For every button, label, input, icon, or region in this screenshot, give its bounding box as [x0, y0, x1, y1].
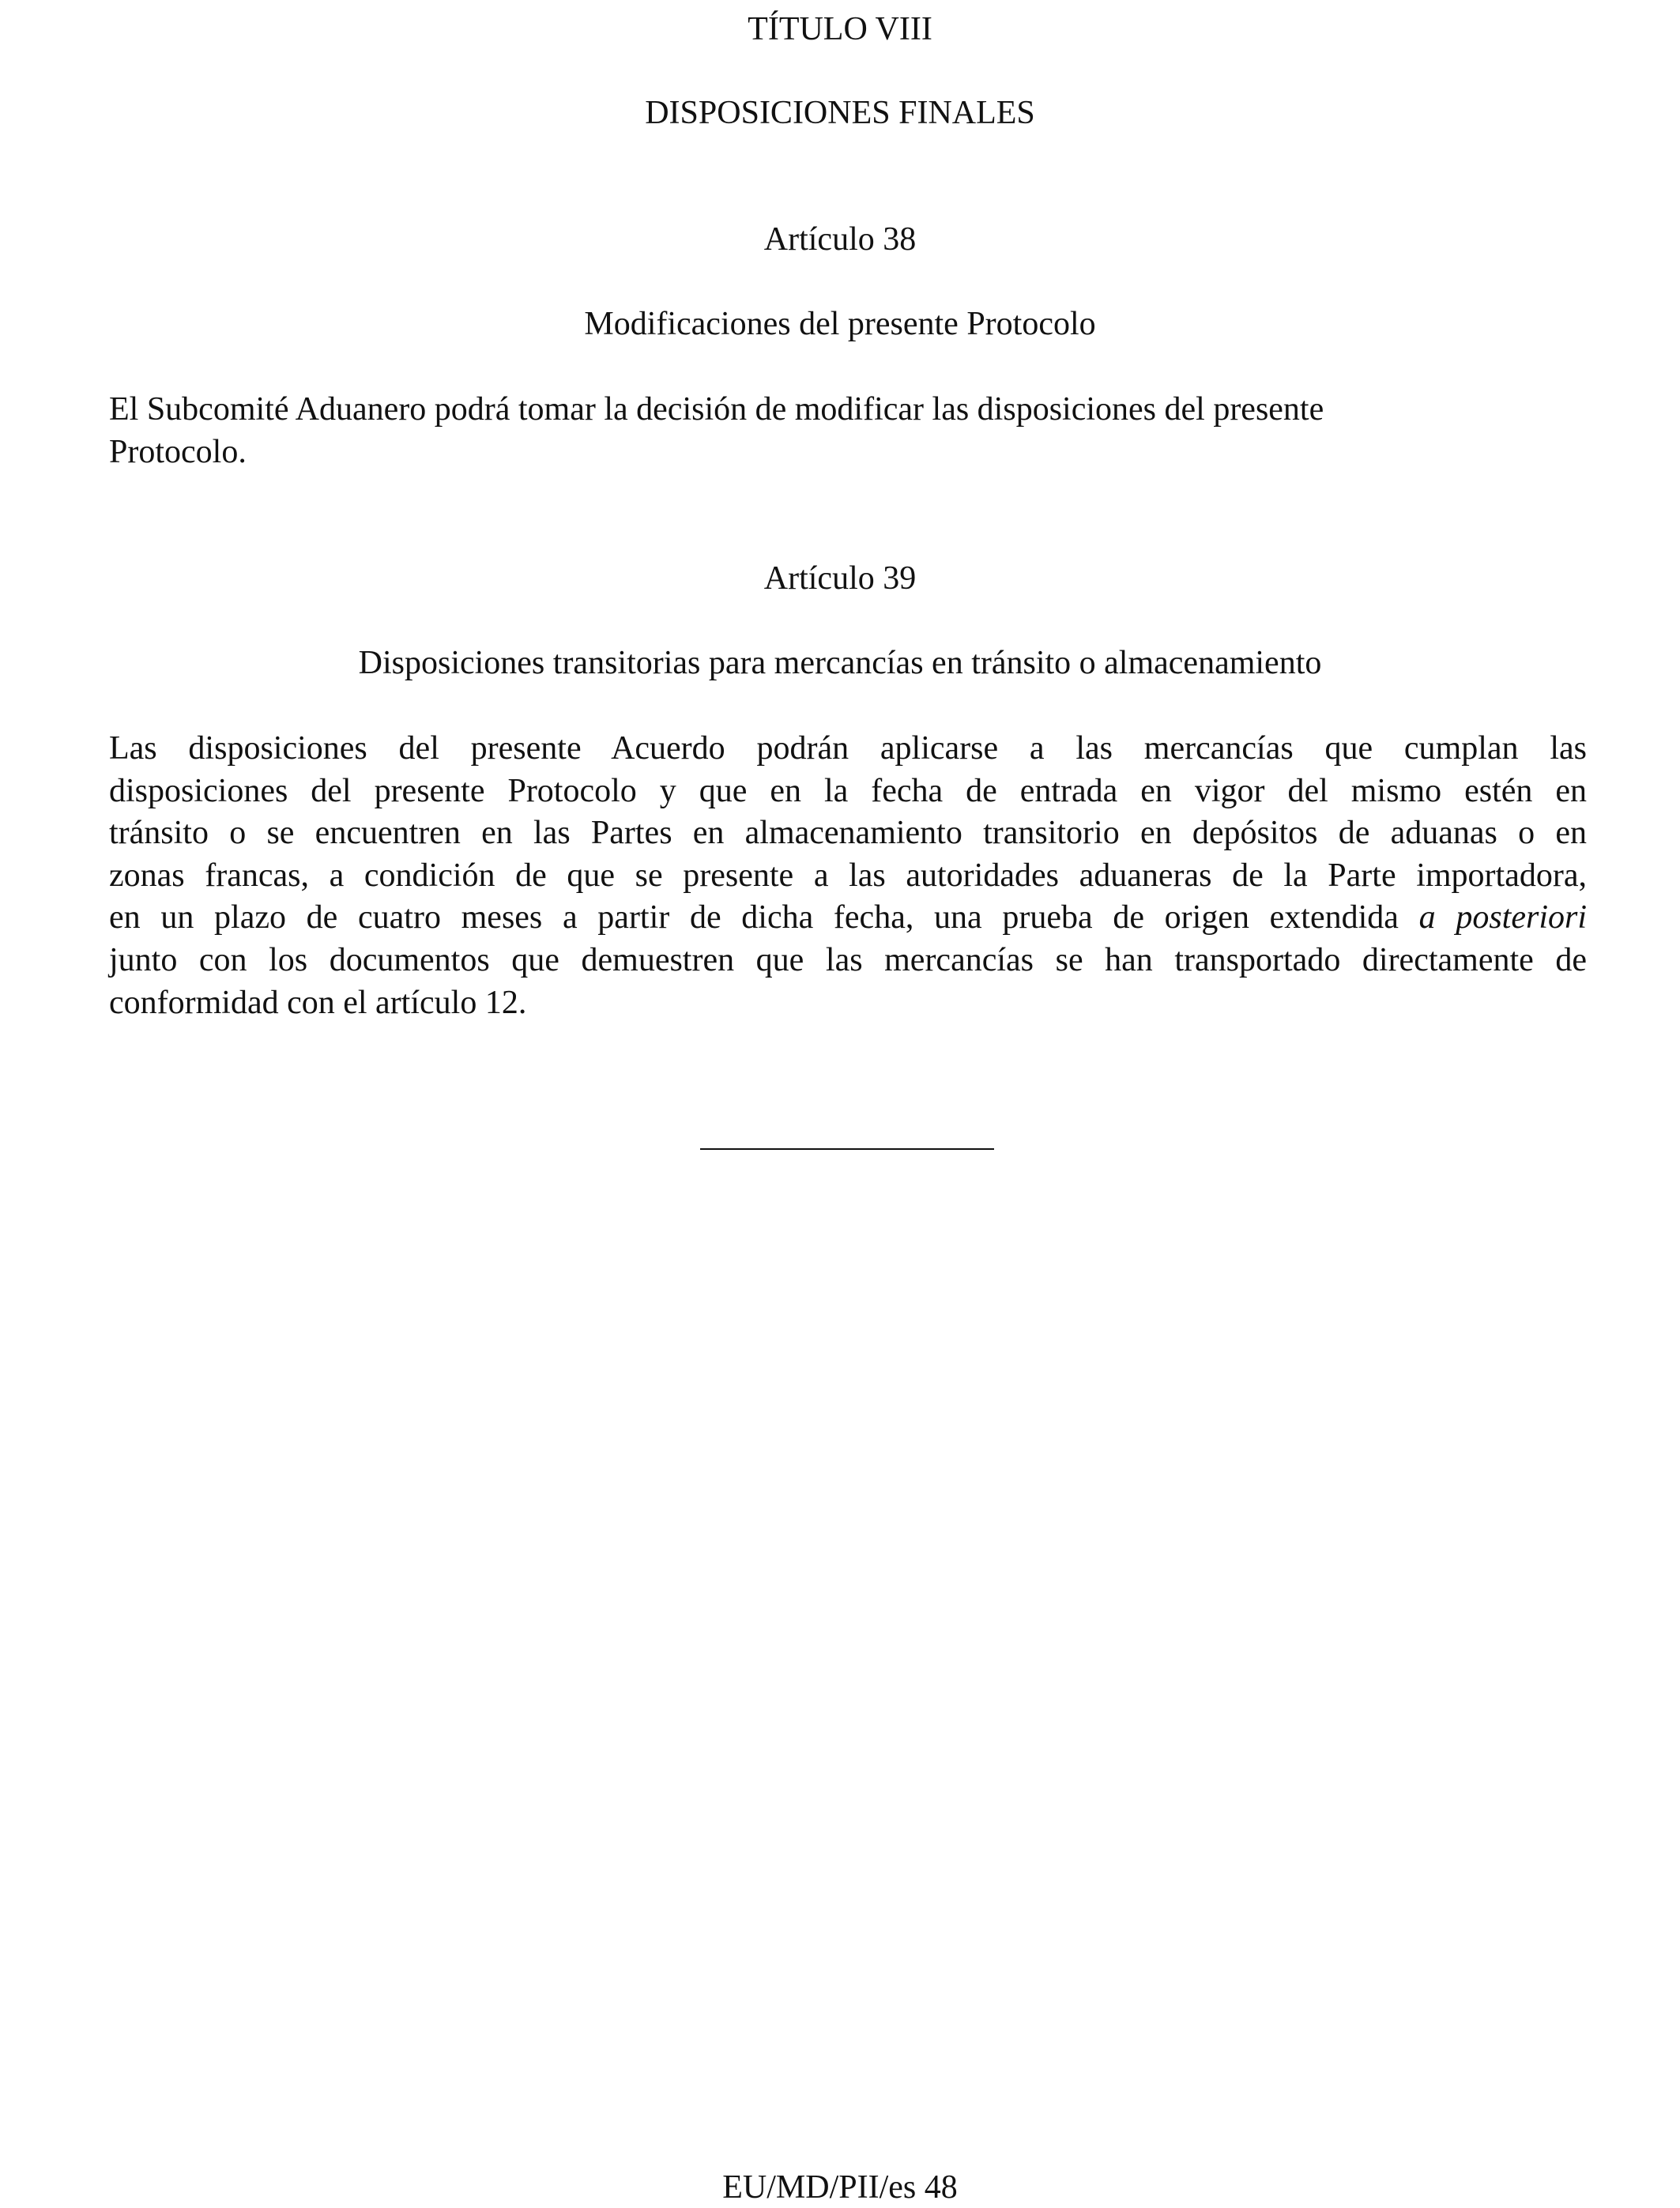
article-39-line-1: Las disposiciones del presente Acuerdo podrán aplicarse a las mercancías que cumplan las [109, 730, 1587, 767]
article-39-heading: Disposiciones transitorias para mercancías en tránsito o almacenamiento [358, 645, 1322, 681]
title-number: TÍTULO VIII [748, 11, 932, 47]
article-38-number: Artículo 38 [763, 221, 917, 258]
italic-term: a posteriori [1418, 899, 1588, 936]
end-rule [700, 1148, 994, 1150]
page-footer-reference: EU/MD/PII/es 48 [722, 2169, 958, 2206]
article-38-heading: Modificaciones del presente Protocolo [584, 306, 1096, 342]
article-38-body [109, 389, 1587, 473]
article-39-line-7: conformidad con el artículo 12. [109, 984, 527, 1021]
article-39-line-6: junto con los documentos que demuestren que las mercancías se han transportado directamente de [109, 941, 1587, 978]
article-39-number: Artículo 39 [763, 560, 917, 597]
article-39-line-5-text: en un plazo de cuatro meses a partir de dicha fecha, una prueba de origen extendida [109, 899, 1399, 936]
article-39-body [109, 728, 1587, 1024]
title-name: DISPOSICIONES FINALES [645, 95, 1035, 131]
article-38-line-1: El Subcomité Aduanero podrá tomar la decisión de modificar las disposiciones del presente [109, 391, 1324, 428]
article-39-line-2: disposiciones del presente Protocolo y que en la fecha de entrada en vigor del mismo estén en [109, 772, 1587, 809]
article-39-line-4: zonas francas, a condición de que se presente a las autoridades aduaneras de la Parte importadora, [109, 857, 1587, 894]
article-38-line-2: Protocolo. [109, 433, 247, 470]
article-39-line-3: tránsito o se encuentren en las Partes en almacenamiento transitorio en depósitos de aduanas o en [109, 815, 1587, 852]
article-39-line-5 [109, 897, 1587, 940]
